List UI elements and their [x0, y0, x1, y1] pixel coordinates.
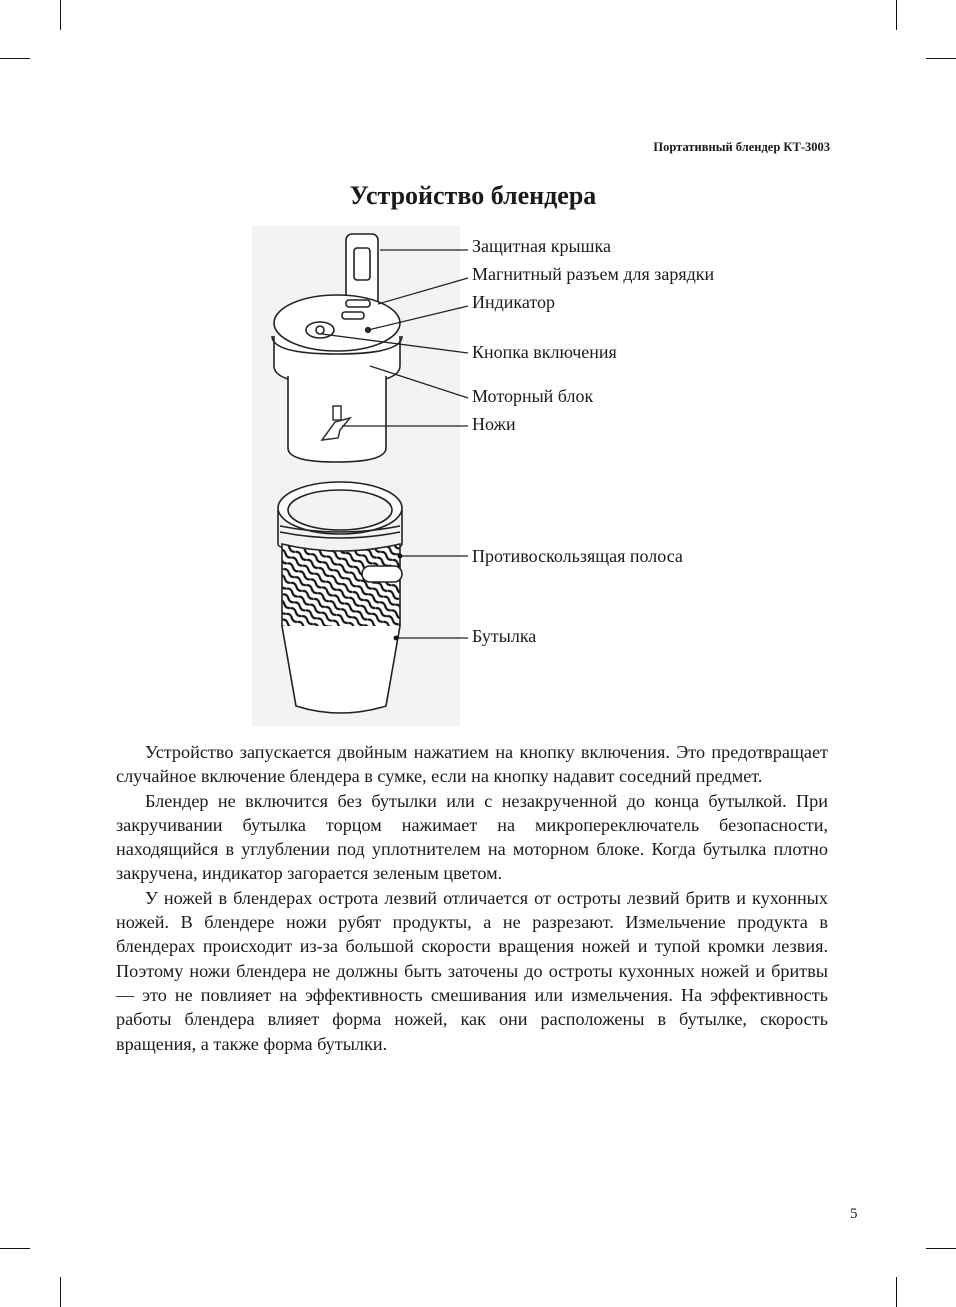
crop-mark — [60, 1277, 61, 1307]
label-power-button: Кнопка включения — [472, 342, 617, 362]
blender-diagram — [250, 226, 750, 726]
crop-mark — [926, 58, 956, 59]
body-text — [116, 740, 828, 1056]
paragraph: У ножей в блендерах острота лезвий отличается от остроты лезвий бритв и кухонных ножей. В блендере ножи рубят продукты, а не разрезают. Измельчение продукта в блендерах происходит из-за большой скорости вращения ножей и тупой кромки лезвия. Поэтому ножи блендера не должны быть заточены до остроты кухонных ножей и бритвы — это не повлияет на эффективность смешивания или измельчения. На эффективность работы блендера влияет форма ножей, как они расположены в бутылке, скорость вращения, а также форма бутылки. — [116, 887, 828, 1054]
running-header: Портативный блендер КТ-3003 — [653, 140, 830, 154]
paragraph: Блендер не включится без бутылки или с незакрученной до конца бутылкой. При закручивании бутылка торцом нажимает на микропереключатель безопасности, находящийся в углублении под уплотнителем на моторном блоке. Когда бутылка плотно закручена, индикатор загорается зеленым цветом. — [116, 790, 828, 884]
page-title: Устройство блендера — [349, 181, 597, 210]
crop-mark — [896, 0, 897, 30]
crop-mark — [0, 1248, 30, 1249]
bottle-shape — [278, 482, 402, 713]
label-blades: Ножи — [472, 414, 516, 434]
label-indicator: Индикатор — [472, 292, 556, 312]
crop-mark — [0, 58, 30, 59]
label-motor-unit: Моторный блок — [472, 386, 594, 406]
label-bottle: Бутылка — [472, 626, 537, 646]
label-protective-cap: Защитная крышка — [472, 236, 611, 256]
crop-mark — [896, 1277, 897, 1307]
label-anti-slip-band: Противоскользящая полоса — [472, 546, 683, 566]
crop-mark — [60, 0, 61, 30]
label-magnetic-connector: Магнитный разъем для зарядки — [472, 264, 715, 284]
crop-mark — [926, 1248, 956, 1249]
paragraph: Устройство запускается двойным нажатием на кнопку включения. Это предотвращает случайное включение блендера в сумке, если на кнопку надавит соседний предмет. — [116, 742, 828, 787]
page-number: 5 — [850, 1206, 858, 1222]
